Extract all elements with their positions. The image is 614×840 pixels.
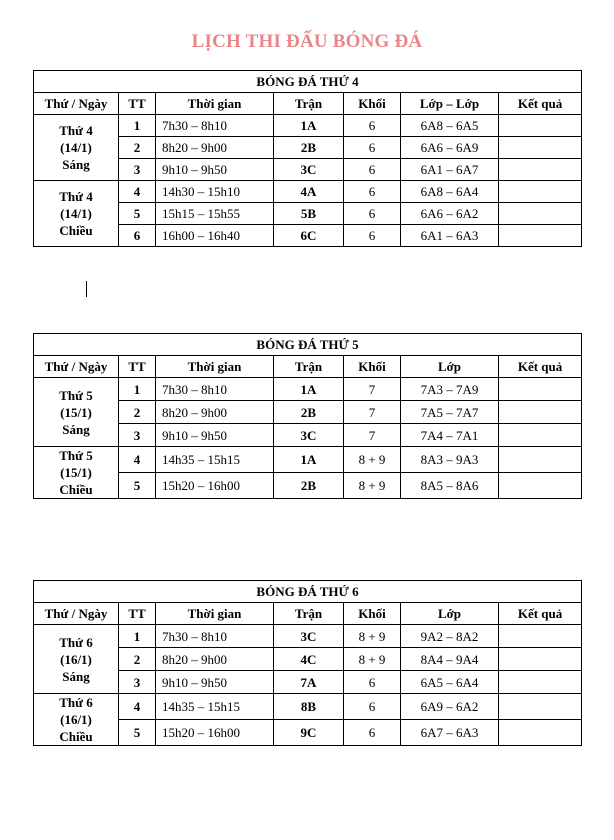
cell-grade: 8 + 9 (344, 648, 401, 671)
cell-tt: 2 (119, 648, 156, 671)
cell-match: 4C (274, 648, 344, 671)
header-result: Kết quả (499, 93, 582, 115)
cell-tt: 4 (119, 694, 156, 720)
schedule-table-thursday (33, 333, 582, 499)
cell-grade: 6 (344, 115, 401, 137)
cell-tt: 6 (119, 225, 156, 247)
table-caption-row (34, 71, 582, 93)
day-label: Thứ 4 (59, 123, 93, 138)
header-grade: Khối (344, 93, 401, 115)
day-group-morning (34, 625, 119, 694)
cell-tt: 3 (119, 424, 156, 447)
day-label: Thứ 5 (59, 448, 93, 463)
cell-grade: 6 (344, 159, 401, 181)
cell-result[interactable] (499, 401, 582, 424)
cell-classes: 6A7 – 6A3 (401, 720, 499, 746)
header-day: Thứ / Ngày (34, 603, 119, 625)
cell-tt: 2 (119, 401, 156, 424)
table-row (34, 378, 582, 401)
cell-classes: 7A3 – 7A9 (401, 378, 499, 401)
session-label: Chiều (59, 729, 93, 744)
cell-match: 1A (274, 115, 344, 137)
session-label: Sáng (62, 421, 90, 437)
day-group-morning (34, 115, 119, 181)
cell-grade: 6 (344, 137, 401, 159)
cell-grade: 7 (344, 424, 401, 447)
cell-time: 9h10 – 9h50 (156, 671, 274, 694)
cell-time: 9h10 – 9h50 (156, 159, 274, 181)
cell-grade: 6 (344, 225, 401, 247)
cell-time: 8h20 – 9h00 (156, 137, 274, 159)
header-day: Thứ / Ngày (34, 356, 119, 378)
header-row (34, 603, 582, 625)
cell-match: 9C (274, 720, 344, 746)
session-label: Chiều (59, 223, 93, 238)
cell-time: 16h00 – 16h40 (156, 225, 274, 247)
session-label: Sáng (62, 157, 90, 172)
header-tt: TT (119, 93, 156, 115)
table-row (34, 115, 582, 137)
cell-result[interactable] (499, 671, 582, 694)
cell-classes: 6A9 – 6A2 (401, 694, 499, 720)
date-label: (14/1) (60, 206, 92, 221)
header-result: Kết quả (499, 356, 582, 378)
cell-result[interactable] (499, 137, 582, 159)
cell-tt: 5 (119, 203, 156, 225)
cell-tt: 4 (119, 447, 156, 473)
cell-time: 14h35 – 15h15 (156, 447, 274, 473)
table-caption: BÓNG ĐÁ THỨ 6 (34, 581, 582, 603)
cell-result[interactable] (499, 720, 582, 746)
cell-classes: 8A3 – 9A3 (401, 447, 499, 473)
session-label: Chiều (59, 482, 93, 497)
cell-grade: 8 + 9 (344, 447, 401, 473)
cell-classes: 9A2 – 8A2 (401, 625, 499, 648)
cell-result[interactable] (499, 694, 582, 720)
cell-grade: 8 + 9 (344, 473, 401, 499)
cell-grade: 6 (344, 203, 401, 225)
cell-result[interactable] (499, 225, 582, 247)
day-label: Thứ 5 (59, 387, 93, 403)
text-cursor (86, 281, 87, 297)
schedule-table-wednesday (33, 70, 582, 247)
document-title: LỊCH THI ĐẤU BÓNG ĐÁ (191, 31, 423, 52)
header-classes: Lớp (401, 356, 499, 378)
cell-time: 7h30 – 8h10 (156, 378, 274, 401)
day-label: Thứ 6 (59, 634, 93, 650)
cell-time: 14h30 – 15h10 (156, 181, 274, 203)
cell-classes: 6A5 – 6A4 (401, 671, 499, 694)
cell-match: 3C (274, 159, 344, 181)
cell-classes: 6A1 – 6A3 (401, 225, 499, 247)
cell-tt: 5 (119, 720, 156, 746)
day-label: Thứ 4 (59, 189, 93, 204)
cell-match: 3C (274, 625, 344, 648)
day-group-afternoon (34, 694, 119, 746)
table-row (34, 181, 582, 203)
cell-time: 15h20 – 16h00 (156, 720, 274, 746)
cell-classes: 8A5 – 8A6 (401, 473, 499, 499)
cell-grade: 6 (344, 720, 401, 746)
header-grade: Khối (344, 603, 401, 625)
date-label: (15/1) (60, 404, 92, 420)
cell-result[interactable] (499, 424, 582, 447)
cell-classes: 8A4 – 9A4 (401, 648, 499, 671)
header-time: Thời gian (156, 93, 274, 115)
cell-time: 7h30 – 8h10 (156, 115, 274, 137)
cell-match: 8B (274, 694, 344, 720)
header-grade: Khối (344, 356, 401, 378)
cell-time: 9h10 – 9h50 (156, 424, 274, 447)
table-row (34, 694, 582, 720)
cell-match: 1A (274, 378, 344, 401)
cell-classes: 7A4 – 7A1 (401, 424, 499, 447)
cell-grade: 7 (344, 378, 401, 401)
cell-grade: 8 + 9 (344, 625, 401, 648)
date-label: (15/1) (60, 465, 92, 480)
schedule-table-friday (33, 580, 582, 746)
cell-time: 15h15 – 15h55 (156, 203, 274, 225)
cell-match: 2B (274, 137, 344, 159)
cell-time: 15h20 – 16h00 (156, 473, 274, 499)
cell-result[interactable] (499, 378, 582, 401)
cell-result[interactable] (499, 115, 582, 137)
cell-classes: 7A5 – 7A7 (401, 401, 499, 424)
cell-result[interactable] (499, 625, 582, 648)
cell-result[interactable] (499, 473, 582, 499)
day-group-afternoon (34, 181, 119, 247)
cell-time: 14h35 – 15h15 (156, 694, 274, 720)
cell-result[interactable] (499, 648, 582, 671)
cell-match: 1A (274, 447, 344, 473)
cell-match: 4A (274, 181, 344, 203)
cell-classes: 6A6 – 6A2 (401, 203, 499, 225)
cell-grade: 6 (344, 671, 401, 694)
cell-tt: 1 (119, 625, 156, 648)
date-label: (16/1) (60, 651, 92, 667)
cell-tt: 1 (119, 378, 156, 401)
cell-tt: 4 (119, 181, 156, 203)
cell-match: 2B (274, 473, 344, 499)
cell-time: 8h20 – 9h00 (156, 401, 274, 424)
day-label: Thứ 6 (59, 695, 93, 710)
header-result: Kết quả (499, 603, 582, 625)
cell-match: 7A (274, 671, 344, 694)
cell-classes: 6A1 – 6A7 (401, 159, 499, 181)
day-group-morning (34, 378, 119, 447)
cell-match: 3C (274, 424, 344, 447)
header-row (34, 93, 582, 115)
table-caption-row (34, 581, 582, 603)
cell-tt: 5 (119, 473, 156, 499)
cell-grade: 6 (344, 181, 401, 203)
header-tt: TT (119, 603, 156, 625)
cell-tt: 3 (119, 159, 156, 181)
cell-match: 2B (274, 401, 344, 424)
table-caption-row (34, 334, 582, 356)
cell-time: 7h30 – 8h10 (156, 625, 274, 648)
header-match: Trận (274, 356, 344, 378)
cell-tt: 3 (119, 671, 156, 694)
cell-classes: 6A8 – 6A4 (401, 181, 499, 203)
date-label: (14/1) (60, 140, 92, 155)
cell-time: 8h20 – 9h00 (156, 648, 274, 671)
header-day: Thứ / Ngày (34, 93, 119, 115)
cell-grade: 7 (344, 401, 401, 424)
cell-tt: 2 (119, 137, 156, 159)
header-row (34, 356, 582, 378)
table-row (34, 447, 582, 473)
table-row (34, 625, 582, 648)
table-caption: BÓNG ĐÁ THỨ 4 (34, 71, 582, 93)
header-classes: Lớp (401, 603, 499, 625)
cell-result[interactable] (499, 159, 582, 181)
day-group-afternoon (34, 447, 119, 499)
header-time: Thời gian (156, 356, 274, 378)
header-classes: Lớp – Lớp (401, 93, 499, 115)
cell-result[interactable] (499, 447, 582, 473)
header-tt: TT (119, 356, 156, 378)
cell-tt: 1 (119, 115, 156, 137)
header-match: Trận (274, 603, 344, 625)
header-time: Thời gian (156, 603, 274, 625)
cell-match: 6C (274, 225, 344, 247)
table-caption: BÓNG ĐÁ THỨ 5 (34, 334, 582, 356)
date-label: (16/1) (60, 712, 92, 727)
cell-classes: 6A6 – 6A9 (401, 137, 499, 159)
cell-classes: 6A8 – 6A5 (401, 115, 499, 137)
cell-match: 5B (274, 203, 344, 225)
cell-grade: 6 (344, 694, 401, 720)
cell-result[interactable] (499, 203, 582, 225)
session-label: Sáng (62, 668, 90, 684)
header-match: Trận (274, 93, 344, 115)
cell-result[interactable] (499, 181, 582, 203)
